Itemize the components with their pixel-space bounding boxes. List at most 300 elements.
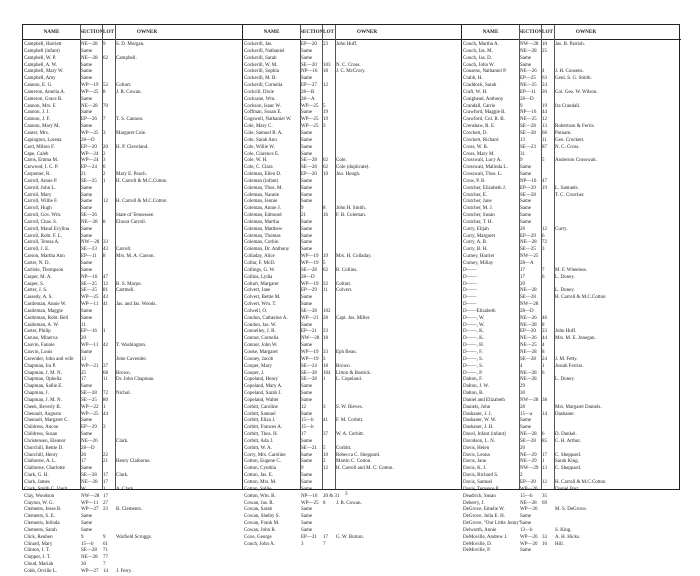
cell-name: Cannon, Mrs. F. xyxy=(24,103,57,109)
cell-section: Same xyxy=(81,76,93,82)
cell-owner xyxy=(554,391,618,398)
cell-name: Davis, Richard S. xyxy=(463,473,499,479)
table-row xyxy=(462,391,681,398)
cell-section: Same xyxy=(301,144,313,150)
cell-name: Castleman, A. W. xyxy=(24,322,59,328)
cell-name: Condon, Catherine A. xyxy=(244,315,288,321)
cell-lot xyxy=(102,316,115,323)
cell-name: Carroll, Willie F. xyxy=(24,199,58,205)
cell-lot: 41 xyxy=(103,302,108,308)
cell-section: 21 xyxy=(81,172,86,178)
cell-owner xyxy=(335,83,399,90)
table-row xyxy=(243,63,462,70)
cell-name: Crosswait, Malinda L. xyxy=(463,165,508,171)
cell-lot: 2 xyxy=(103,172,106,178)
cell-section: WP—19 xyxy=(301,254,319,260)
cell-name: Coleman, Ellen D. xyxy=(244,172,282,178)
cell-section: Same xyxy=(81,349,93,355)
cell-name: Couch, Jas. D. xyxy=(463,55,493,61)
cell-owner: Elnora Carroll. xyxy=(116,219,146,225)
table-row xyxy=(23,124,242,131)
cell-name: Carson, Martha Ann xyxy=(24,254,65,260)
table-row xyxy=(23,240,242,247)
cell-section: 28—A xyxy=(301,96,315,102)
cell-lot: 33 xyxy=(103,240,108,246)
cell-owner: Warfield Scruggs. xyxy=(116,534,152,540)
table-row xyxy=(462,179,681,186)
cell-name: Curry, B. H. xyxy=(463,247,488,253)
cell-name: Crow, P. B. xyxy=(463,178,486,184)
cell-owner xyxy=(335,323,399,330)
cell-owner xyxy=(554,418,618,425)
cell-owner: L. Doney. xyxy=(555,274,575,280)
cell-name: D——, K. xyxy=(463,329,484,335)
cell-lot xyxy=(541,418,554,425)
cell-section: 30 xyxy=(520,391,525,397)
cell-lot xyxy=(541,63,554,70)
table-row xyxy=(243,329,462,336)
cell-lot xyxy=(322,220,335,227)
table-row xyxy=(23,117,242,124)
table-row xyxy=(243,535,462,542)
table-row xyxy=(462,501,681,508)
cell-name: Clinard, Mary xyxy=(24,541,53,547)
cell-name: Curry, A. B. xyxy=(463,240,488,246)
cell-owner: Rebecca C. Sheppard. xyxy=(336,452,381,458)
cell-owner xyxy=(554,302,618,309)
table-row xyxy=(243,117,462,124)
cell-lot xyxy=(322,76,335,83)
cell-name: Cole, Samuel R. A. xyxy=(244,130,283,136)
cell-name: Cameron, Grace B. xyxy=(24,96,63,102)
cell-lot xyxy=(322,384,335,391)
cell-section: WP—11 xyxy=(81,500,99,506)
cell-lot: 103 xyxy=(323,62,331,68)
cell-lot: 80 xyxy=(103,397,108,403)
cell-name: Cowan, Jas. R. xyxy=(244,500,274,506)
cell-owner: Ira Crandall. xyxy=(555,103,581,109)
cell-owner: Cole (duplicate). xyxy=(336,165,370,171)
cell-lot xyxy=(102,439,115,446)
cell-section: Same xyxy=(301,486,313,492)
cell-owner xyxy=(335,521,399,528)
cell-lot xyxy=(322,295,335,302)
cell-lot: 32 xyxy=(323,281,328,287)
cell-lot: 11 xyxy=(323,288,328,294)
cell-section: WP—21 xyxy=(301,315,319,321)
cell-owner xyxy=(115,528,179,535)
cell-name: Corry, Mrs. Caroline xyxy=(244,452,286,458)
cell-name: Davis, Jane xyxy=(463,459,487,465)
column-header-row xyxy=(23,25,242,40)
cell-name: Clopper, J. T. xyxy=(24,555,51,561)
cell-lot xyxy=(102,213,115,220)
column-divider xyxy=(541,25,542,489)
table-row xyxy=(23,377,242,384)
table-row xyxy=(23,521,242,528)
cell-lot xyxy=(541,548,554,555)
cell-section: WP—25 xyxy=(81,411,99,417)
cell-name: Delworth, Annie xyxy=(463,527,497,533)
cell-section: Same xyxy=(301,185,313,191)
cell-owner: Jas. and Jas. Woods. xyxy=(116,302,157,308)
cell-owner xyxy=(554,220,618,227)
table-row xyxy=(243,453,462,460)
column-block-2 xyxy=(242,25,462,547)
cell-name: Cavender, John and wife xyxy=(24,356,74,362)
cell-name: Castleman, Maggie xyxy=(24,308,63,314)
cell-owner xyxy=(115,240,179,247)
cell-section: WP—19 xyxy=(301,261,319,266)
cell-section: 25 xyxy=(81,370,86,376)
cell-section: Same xyxy=(520,219,532,225)
cell-owner: Brown. xyxy=(116,370,131,376)
cell-lot xyxy=(322,179,335,186)
cell-lot: 12 xyxy=(103,281,108,287)
cell-name: Campbell, A. W. xyxy=(24,62,58,68)
cell-name: Carroll, Hugh xyxy=(24,206,52,212)
cell-name: Coxe, George xyxy=(244,534,272,540)
cell-owner xyxy=(335,104,399,111)
cell-section: Same xyxy=(301,247,313,253)
cell-name: Cotton, Eugene C. xyxy=(244,459,281,465)
cell-section: NE—26 xyxy=(520,315,537,321)
cell-owner: J. Ferry. xyxy=(116,568,133,574)
column-divider xyxy=(519,25,520,489)
cell-section: NP—16 xyxy=(301,69,318,75)
cell-section: Same xyxy=(301,76,313,82)
cell-lot xyxy=(541,152,554,159)
cell-lot xyxy=(541,206,554,213)
table-row xyxy=(23,391,242,398)
cell-name: Childress, Ancoe xyxy=(24,425,59,431)
cell-lot: 44 xyxy=(542,110,547,116)
cell-section: NE—29 xyxy=(520,452,537,458)
table-row xyxy=(243,110,462,117)
cell-lot: 69 xyxy=(542,500,547,506)
cell-section: SE—28 xyxy=(520,130,536,136)
table-row xyxy=(462,316,681,323)
cell-section: W xyxy=(81,486,86,492)
table-row xyxy=(243,514,462,521)
cell-section: NW—28 xyxy=(81,240,100,246)
cell-lot xyxy=(322,97,335,104)
cell-lot: 18 xyxy=(323,69,328,75)
cell-name: Davis, Samuel xyxy=(463,480,493,485)
cell-lot: 8 xyxy=(103,219,106,225)
cell-lot: 62 xyxy=(103,55,108,61)
cell-owner xyxy=(115,336,179,343)
cell-lot xyxy=(102,336,115,343)
cell-section: SE—28 xyxy=(301,267,317,273)
cell-owner xyxy=(335,247,399,254)
cell-lot xyxy=(102,514,115,521)
table-row xyxy=(462,542,681,549)
cell-name: Chenault, Margaret C. xyxy=(24,418,69,424)
entries xyxy=(462,40,681,555)
cell-owner xyxy=(335,220,399,227)
cell-section: 15—a xyxy=(520,411,533,417)
cell-lot: 43 xyxy=(103,295,108,301)
cell-lot xyxy=(322,514,335,521)
cell-lot: 7 xyxy=(542,267,545,273)
cell-section: Same xyxy=(301,438,313,444)
table-row xyxy=(462,234,681,241)
cell-name: Coleman, Martha xyxy=(244,219,279,225)
cell-name: Christensen, Eleanor xyxy=(24,438,66,444)
cell-section: NE—28 xyxy=(520,48,537,54)
cell-owner: N. C. Cross. xyxy=(336,62,361,68)
cell-name: Collins, Lydia xyxy=(244,274,273,280)
table-row xyxy=(23,439,242,446)
table-row xyxy=(23,480,242,487)
cell-name: Chapman, Ira P. xyxy=(24,363,56,369)
cell-owner xyxy=(115,152,179,159)
cell-section: NE—28 xyxy=(520,432,537,438)
cell-owner xyxy=(115,261,179,268)
table-row xyxy=(243,254,462,261)
cell-name: Cole, Clarence E. xyxy=(244,151,280,157)
table-row xyxy=(23,227,242,234)
table-row xyxy=(462,152,681,159)
cell-lot xyxy=(322,439,335,446)
cell-section: Same xyxy=(81,62,93,68)
cell-lot: 3 xyxy=(323,356,326,362)
cell-owner: Jno. Hough. xyxy=(336,172,361,178)
entries xyxy=(243,40,462,548)
table-row xyxy=(23,110,242,117)
cell-section: Same xyxy=(520,165,532,171)
table-row xyxy=(23,69,242,76)
cell-lot: 20 & 31 xyxy=(323,493,340,499)
cell-lot xyxy=(322,343,335,350)
table-row xyxy=(243,371,462,378)
cell-section: WP—21 xyxy=(81,363,99,369)
cell-lot: 19 xyxy=(323,254,328,260)
table-row xyxy=(23,562,242,569)
table-row xyxy=(462,418,681,425)
table-row xyxy=(462,329,681,336)
cell-owner xyxy=(115,466,179,473)
cell-section: NE—28 xyxy=(81,480,98,485)
table-row xyxy=(23,152,242,159)
table-row xyxy=(243,56,462,63)
cell-lot xyxy=(322,398,335,405)
table-row xyxy=(243,186,462,193)
cell-lot: 43 xyxy=(103,247,108,253)
cell-lot xyxy=(541,487,554,494)
cell-name: Cotton, Cynthia xyxy=(244,466,276,472)
cell-owner: J. R. Cowan. xyxy=(336,500,362,506)
cell-owner xyxy=(335,528,399,535)
cell-section: NE—28 xyxy=(520,240,537,246)
cell-section: Same xyxy=(520,514,532,520)
cell-owner xyxy=(335,240,399,247)
table-row xyxy=(462,528,681,535)
cell-section: Same xyxy=(301,192,313,198)
table-row xyxy=(243,240,462,247)
cell-section: Same xyxy=(301,507,313,513)
cell-section: Same xyxy=(301,452,313,458)
cell-name: Crawford, Maggie B. xyxy=(463,110,506,116)
cell-section: 12 xyxy=(301,404,306,410)
cell-section: WP—25 xyxy=(301,500,319,506)
cell-section: Same xyxy=(520,172,532,178)
cell-owner xyxy=(115,425,179,432)
column-divider xyxy=(80,25,81,489)
cell-name: DeMoville, P. xyxy=(463,548,491,554)
cell-lot: 47 xyxy=(542,178,547,184)
cell-lot xyxy=(322,145,335,152)
cell-section: WP—25 xyxy=(81,130,99,136)
cell-name: Castleman, Robt. Bell xyxy=(24,315,69,321)
cell-owner: Curry. xyxy=(555,226,568,232)
cell-name: Click, Reuben xyxy=(24,534,53,540)
table-row xyxy=(462,131,681,138)
cell-lot: 52 xyxy=(103,83,108,89)
table-row xyxy=(462,165,681,172)
cell-lot xyxy=(322,487,335,494)
table-row xyxy=(462,302,681,309)
table-row xyxy=(23,309,242,316)
cell-lot: 5 xyxy=(542,158,545,164)
cell-lot xyxy=(322,323,335,330)
cell-name: Corbitt, Caroline xyxy=(244,404,278,410)
table-row xyxy=(243,398,462,405)
cell-section: EP—21 xyxy=(301,329,317,335)
table-row xyxy=(243,412,462,419)
table-row xyxy=(243,234,462,241)
table-row xyxy=(23,494,242,501)
table-row xyxy=(23,42,242,49)
cell-name: Cobb, Orville L. xyxy=(24,568,58,574)
cell-name: Cotton, Mrs. M. xyxy=(244,480,277,485)
table-row xyxy=(23,459,242,466)
cell-lot: 19 xyxy=(542,185,547,191)
cell-owner: Hill. xyxy=(555,541,565,547)
cell-owner xyxy=(115,555,179,562)
cell-owner: L. Doney. xyxy=(555,377,575,383)
cell-name: Colvert, Wm. T. xyxy=(244,302,277,308)
cell-name: Dalton, J. W. xyxy=(463,384,489,390)
cell-lot: 22 xyxy=(103,452,108,458)
cell-name: Cotton, Wm. R. xyxy=(244,493,276,499)
table-row xyxy=(243,480,462,487)
cell-section: Same xyxy=(301,233,313,239)
cell-name: Davis, Leona xyxy=(463,452,490,458)
cell-lot xyxy=(541,507,554,514)
cell-owner xyxy=(554,213,618,220)
table-row xyxy=(462,254,681,261)
cell-section: Same xyxy=(301,384,313,390)
table-row xyxy=(243,220,462,227)
cell-owner xyxy=(554,247,618,254)
cell-name: D—— xyxy=(463,288,477,294)
cell-owner xyxy=(554,316,618,323)
cell-lot: 17 xyxy=(323,534,328,540)
cell-section: Same xyxy=(81,267,93,273)
table-row xyxy=(243,275,462,282)
cell-name: D——, W. xyxy=(463,315,485,321)
cell-name: Cauvin, Louis xyxy=(24,349,53,355)
cell-section: Same xyxy=(301,459,313,465)
header-section: SECTION xyxy=(300,29,324,35)
column-divider xyxy=(300,25,301,489)
cell-lot xyxy=(541,261,554,268)
cell-lot xyxy=(541,514,554,521)
table-row xyxy=(23,446,242,453)
table-row xyxy=(462,275,681,282)
table-row xyxy=(23,425,242,432)
cell-section: EP—20 xyxy=(301,172,317,178)
cell-section: 15—b xyxy=(520,493,533,499)
cell-lot: 62 xyxy=(323,165,328,171)
table-row xyxy=(243,501,462,508)
cell-section: Same xyxy=(81,110,93,116)
cell-section: SE—28 xyxy=(301,308,317,314)
cell-owner xyxy=(554,371,618,378)
table-row xyxy=(462,69,681,76)
cell-owner xyxy=(335,391,399,398)
table-row xyxy=(243,446,462,453)
cell-owner: Mrs. M. A. Carson. xyxy=(116,254,155,260)
cell-owner: Campbell. xyxy=(116,55,137,61)
cell-name: Crutcher, E. xyxy=(463,192,488,198)
cell-section: WP—27 xyxy=(81,507,99,513)
cell-name: Claiborne, Charlotte xyxy=(24,466,65,472)
cell-owner: G. W. Burton. xyxy=(336,534,364,540)
cell-section: Same xyxy=(301,48,313,54)
cell-owner: Putnam. xyxy=(555,130,572,136)
cell-name: Couch, Martha A. xyxy=(463,42,499,47)
cell-name: D——, S. xyxy=(463,356,484,362)
cell-section: Same xyxy=(81,48,93,54)
cell-owner xyxy=(554,63,618,70)
table-row xyxy=(243,432,462,439)
cell-name: Crockett, Richard xyxy=(463,137,499,143)
cell-lot: 12 xyxy=(542,226,547,232)
cell-section: 29 xyxy=(520,384,525,390)
cell-owner xyxy=(115,104,179,111)
cell-owner: Geo. Crockett. xyxy=(555,137,585,143)
cell-owner: Brown. xyxy=(336,363,351,369)
cell-owner xyxy=(554,473,618,480)
table-row xyxy=(243,76,462,83)
cell-name: Dalton, B. xyxy=(463,391,484,397)
cell-name: D——, H. xyxy=(463,343,484,349)
table-row xyxy=(462,343,681,350)
cell-name: Carroll, Robt. F. L. xyxy=(24,233,63,239)
table-row xyxy=(243,528,462,535)
cell-owner xyxy=(115,275,179,282)
cell-lot xyxy=(541,446,554,453)
cell-owner xyxy=(335,56,399,63)
cell-lot xyxy=(541,172,554,179)
cell-section: SE—25 xyxy=(81,288,97,294)
cell-section: Same xyxy=(301,137,313,143)
cell-lot: 47 xyxy=(103,274,108,280)
table-row xyxy=(462,288,681,295)
cell-section: SE—28 xyxy=(301,165,317,171)
cell-lot: 7 xyxy=(323,541,326,547)
cell-lot: 12 xyxy=(103,199,108,205)
table-row xyxy=(243,145,462,152)
cell-owner: B. S. Marpo. xyxy=(116,281,142,287)
table-row xyxy=(462,548,681,555)
cell-section: NE—28 xyxy=(81,555,98,561)
cell-name: Cowan, Sarah xyxy=(244,507,273,513)
cell-section: Same xyxy=(81,206,93,212)
